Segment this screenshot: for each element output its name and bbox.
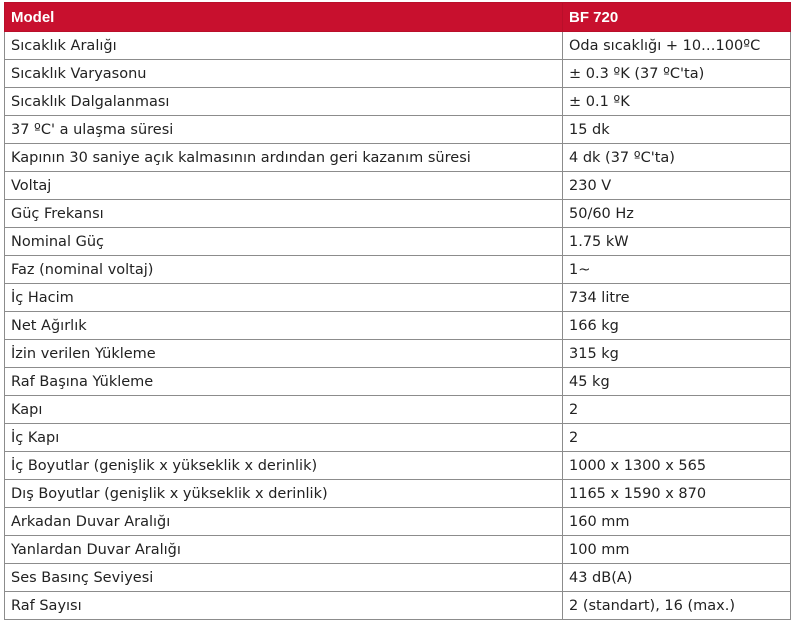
spec-label: Ses Basınç Seviyesi bbox=[5, 564, 563, 592]
table-row bbox=[5, 256, 791, 284]
spec-value: 15 dk bbox=[563, 116, 791, 144]
spec-value: Oda sıcaklığı + 10…100ºC bbox=[563, 32, 791, 60]
spec-value: ± 0.1 ºK bbox=[563, 88, 791, 116]
spec-label: Kapının 30 saniye açık kalmasının ardından geri kazanım süresi bbox=[5, 144, 563, 172]
table-row bbox=[5, 368, 791, 396]
spec-label: Kapı bbox=[5, 396, 563, 424]
spec-label: Net Ağırlık bbox=[5, 312, 563, 340]
spec-table bbox=[4, 2, 791, 620]
spec-value: 2 bbox=[563, 424, 791, 452]
spec-value: 1~ bbox=[563, 256, 791, 284]
spec-value: 734 litre bbox=[563, 284, 791, 312]
table-row bbox=[5, 172, 791, 200]
spec-value: 4 dk (37 ºC'ta) bbox=[563, 144, 791, 172]
spec-value: 166 kg bbox=[563, 312, 791, 340]
header-model-value: BF 720 bbox=[563, 3, 791, 32]
table-row bbox=[5, 452, 791, 480]
table-row bbox=[5, 144, 791, 172]
spec-label: Voltaj bbox=[5, 172, 563, 200]
spec-value: 1165 x 1590 x 870 bbox=[563, 480, 791, 508]
spec-label: Sıcaklık Dalgalanması bbox=[5, 88, 563, 116]
spec-label: Sıcaklık Aralığı bbox=[5, 32, 563, 60]
table-row bbox=[5, 592, 791, 620]
spec-label: Nominal Güç bbox=[5, 228, 563, 256]
table-row bbox=[5, 480, 791, 508]
spec-label: Raf Başına Yükleme bbox=[5, 368, 563, 396]
table-row bbox=[5, 396, 791, 424]
spec-label: İç Boyutlar (genişlik x yükseklik x derinlik) bbox=[5, 452, 563, 480]
spec-value: ± 0.3 ºK (37 ºC'ta) bbox=[563, 60, 791, 88]
spec-label: Raf Sayısı bbox=[5, 592, 563, 620]
table-row bbox=[5, 424, 791, 452]
spec-label: Güç Frekansı bbox=[5, 200, 563, 228]
spec-value: 43 dB(A) bbox=[563, 564, 791, 592]
table-row bbox=[5, 88, 791, 116]
spec-value: 160 mm bbox=[563, 508, 791, 536]
spec-label: Arkadan Duvar Aralığı bbox=[5, 508, 563, 536]
spec-label: Sıcaklık Varyasonu bbox=[5, 60, 563, 88]
table-row bbox=[5, 564, 791, 592]
spec-value: 1.75 kW bbox=[563, 228, 791, 256]
spec-value: 100 mm bbox=[563, 536, 791, 564]
spec-label: İç Hacim bbox=[5, 284, 563, 312]
spec-value: 315 kg bbox=[563, 340, 791, 368]
spec-value: 2 (standart), 16 (max.) bbox=[563, 592, 791, 620]
spec-value: 50/60 Hz bbox=[563, 200, 791, 228]
table-row bbox=[5, 340, 791, 368]
header-row bbox=[5, 3, 791, 32]
spec-label: Yanlardan Duvar Aralığı bbox=[5, 536, 563, 564]
spec-label: İç Kapı bbox=[5, 424, 563, 452]
spec-label: 37 ºC' a ulaşma süresi bbox=[5, 116, 563, 144]
spec-label: Dış Boyutlar (genişlik x yükseklik x derinlik) bbox=[5, 480, 563, 508]
table-row bbox=[5, 60, 791, 88]
table-row bbox=[5, 536, 791, 564]
spec-body bbox=[5, 32, 791, 620]
spec-value: 1000 x 1300 x 565 bbox=[563, 452, 791, 480]
table-row bbox=[5, 284, 791, 312]
table-row bbox=[5, 228, 791, 256]
header-label: Model bbox=[5, 3, 563, 32]
table-row bbox=[5, 116, 791, 144]
table-row bbox=[5, 312, 791, 340]
spec-value: 230 V bbox=[563, 172, 791, 200]
table-row bbox=[5, 508, 791, 536]
table-row bbox=[5, 32, 791, 60]
spec-label: İzin verilen Yükleme bbox=[5, 340, 563, 368]
spec-value: 45 kg bbox=[563, 368, 791, 396]
spec-value: 2 bbox=[563, 396, 791, 424]
spec-label: Faz (nominal voltaj) bbox=[5, 256, 563, 284]
table-row bbox=[5, 200, 791, 228]
